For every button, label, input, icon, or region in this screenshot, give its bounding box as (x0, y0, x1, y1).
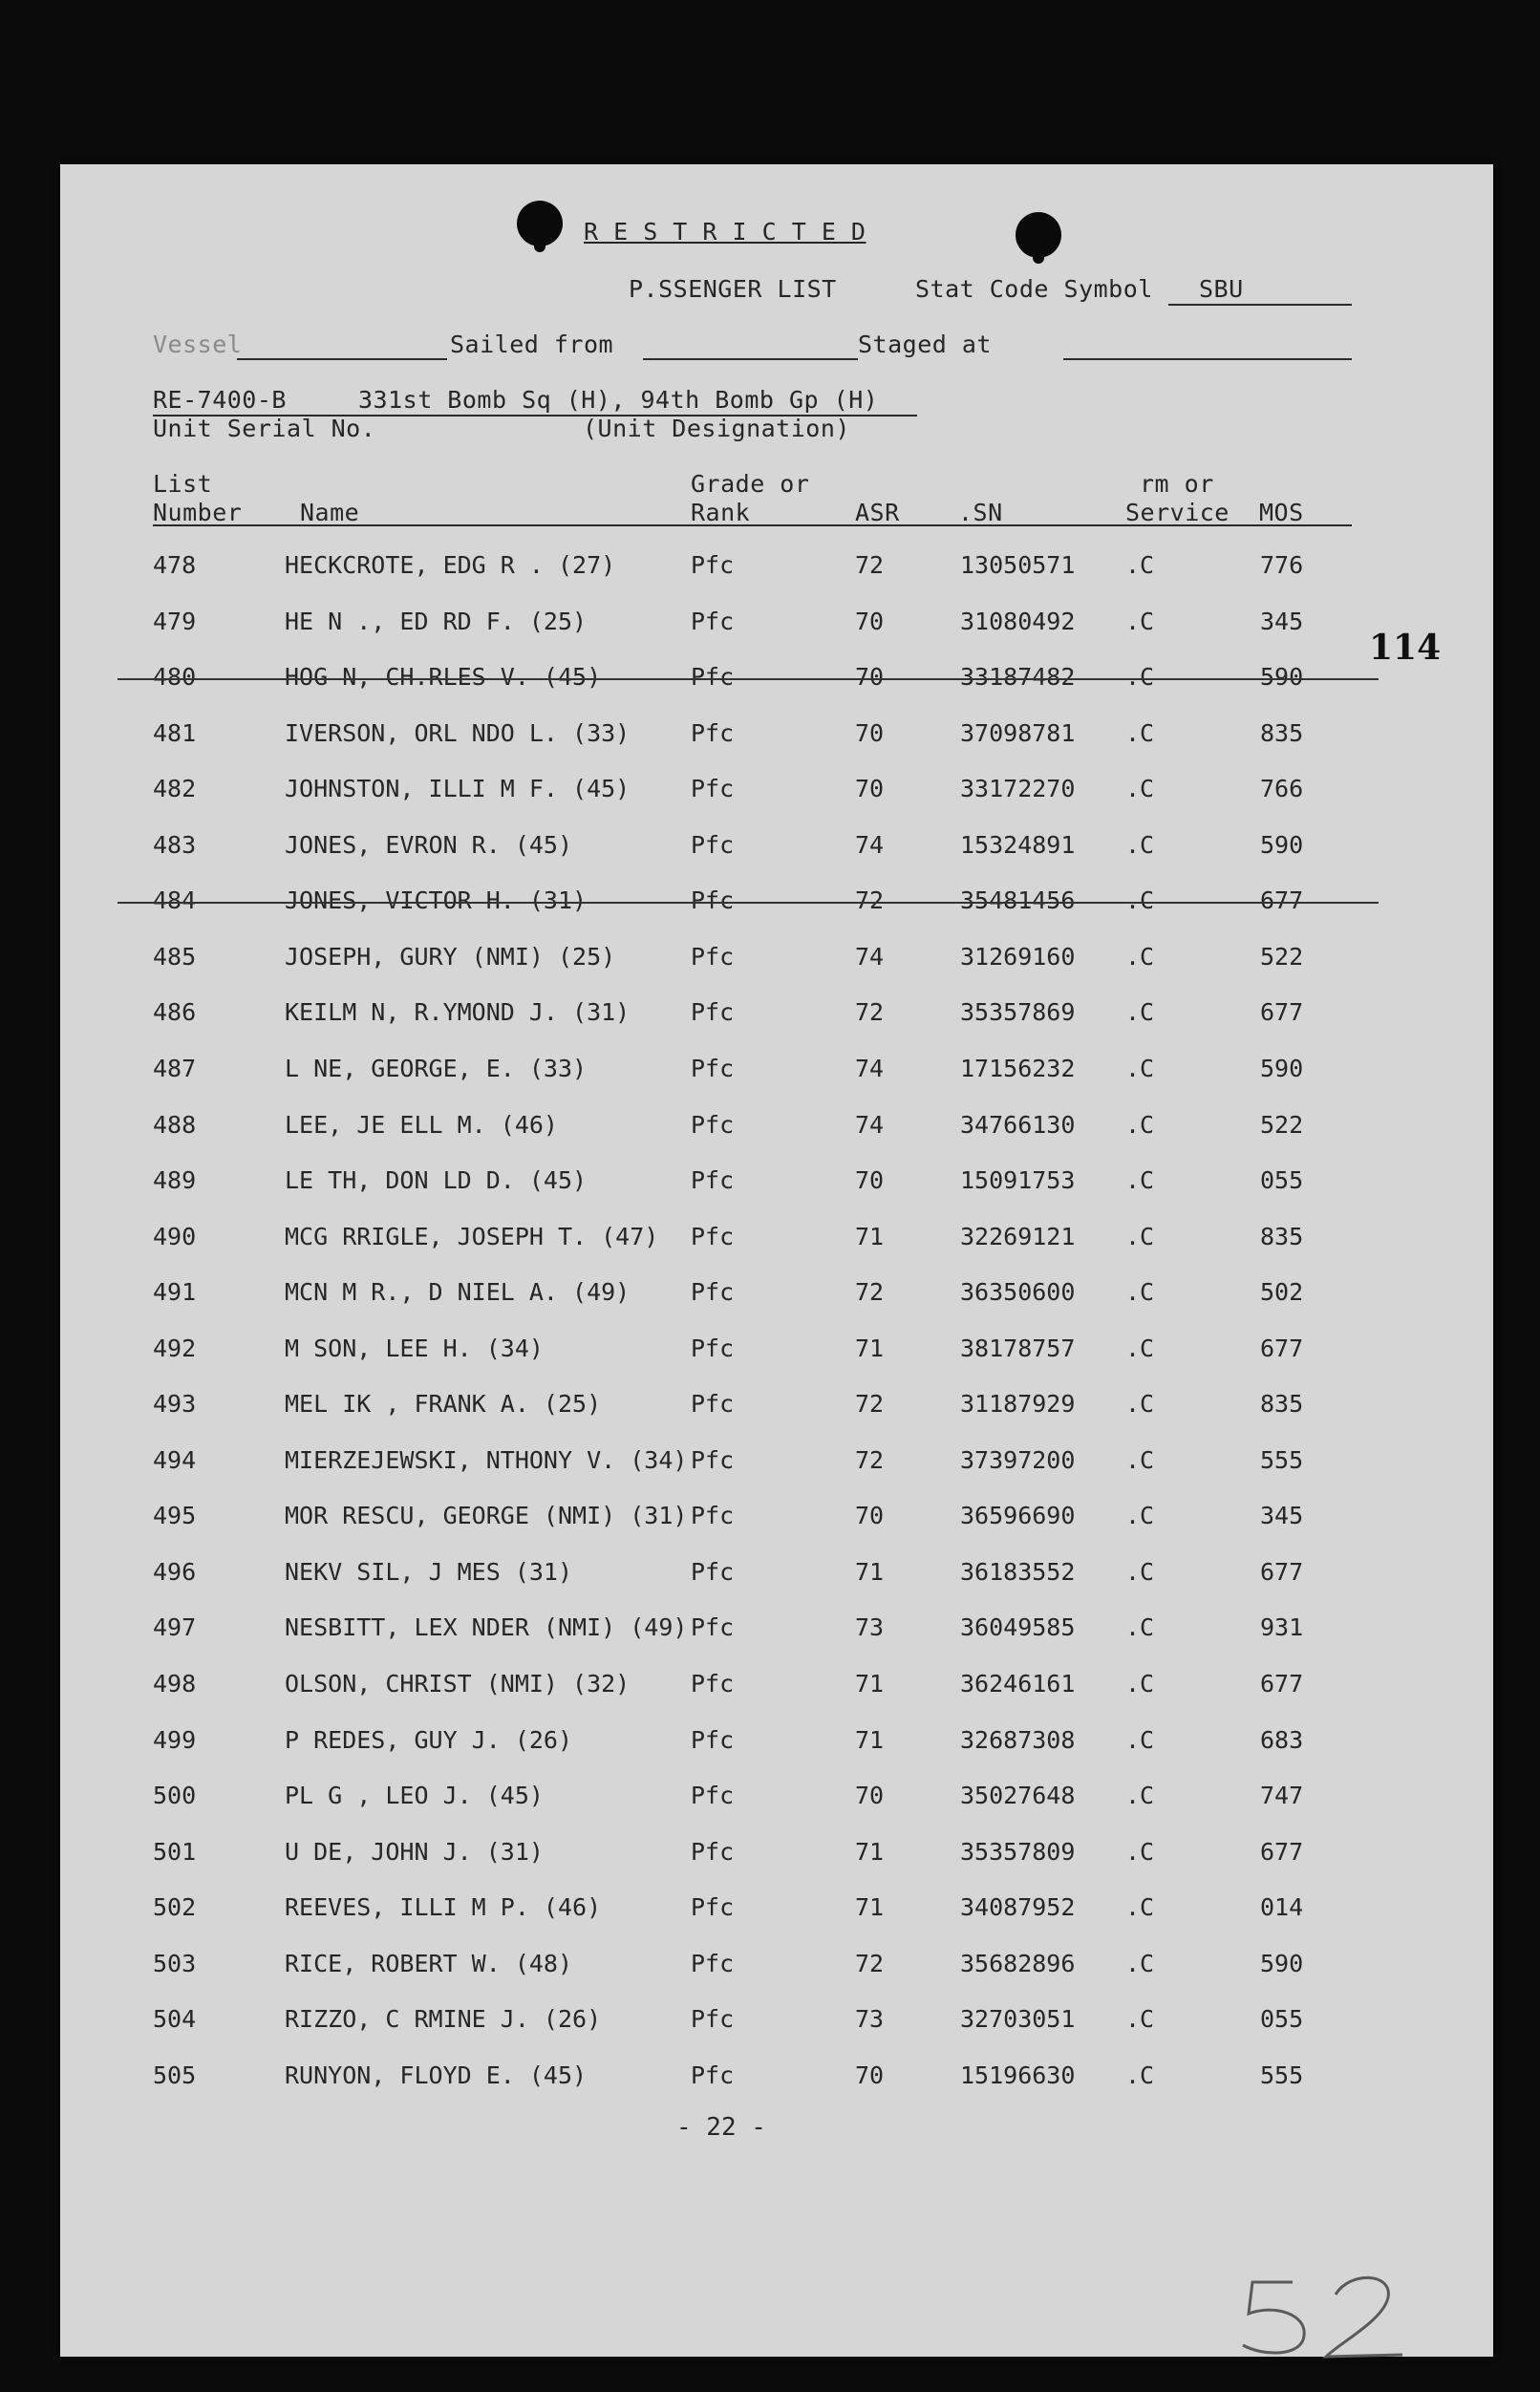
document-page (60, 164, 1493, 2357)
vessel-label: Vessel (153, 331, 243, 358)
cell-asn: 35027648 (960, 1782, 1076, 1810)
cell-asn: 35481456 (960, 886, 1076, 915)
cell-num: 497 (153, 1613, 197, 1642)
cell-mos: 683 (1260, 1725, 1304, 1754)
cell-asr: 70 (855, 1782, 885, 1810)
cell-arm: .C (1125, 1782, 1155, 1810)
cell-name: HE N ., ED RD F. (25) (285, 607, 588, 635)
cell-mos: 590 (1260, 830, 1304, 859)
table-row (60, 663, 1493, 701)
cell-rank: Pfc (691, 1222, 735, 1250)
cell-name: RUNYON, FLOYD E. (45) (285, 2061, 588, 2089)
cell-mos: 522 (1260, 1110, 1304, 1139)
cell-arm: .C (1125, 551, 1155, 579)
cell-mos: 931 (1260, 1613, 1304, 1642)
cell-name: IVERSON, ORL NDO L. (33) (285, 718, 631, 747)
cell-rank: Pfc (691, 1949, 735, 1977)
col-list-bottom: Number (153, 499, 243, 526)
col-arm-bottom: Service (1125, 499, 1230, 526)
cell-num: 487 (153, 1054, 197, 1082)
cell-asr: 74 (855, 942, 885, 971)
vessel-line (237, 358, 447, 360)
cell-name: M SON, LEE H. (34) (285, 1334, 544, 1362)
cell-asn: 32269121 (960, 1222, 1076, 1250)
cell-num: 488 (153, 1110, 197, 1139)
table-row (60, 775, 1493, 813)
cell-mos: 014 (1260, 1893, 1304, 1922)
cell-mos: 555 (1260, 1445, 1304, 1474)
cell-mos: 677 (1260, 1557, 1304, 1586)
cell-asn: 15324891 (960, 830, 1076, 859)
cell-name: MCG RRIGLE, JOSEPH T. (47) (285, 1222, 659, 1250)
table-row (60, 943, 1493, 981)
cell-arm: .C (1125, 1670, 1155, 1698)
cell-mos: 522 (1260, 942, 1304, 971)
table-row (60, 1613, 1493, 1652)
cell-name: JOHNSTON, ILLI M F. (45) (285, 775, 631, 803)
col-mos: MOS (1259, 499, 1304, 526)
cell-asn: 36246161 (960, 1670, 1076, 1698)
cell-num: 498 (153, 1670, 197, 1698)
cell-arm: .C (1125, 1613, 1155, 1642)
unit-designation-label: (Unit Designation) (583, 415, 850, 442)
cell-name: MCN M R., D NIEL A. (49) (285, 1278, 631, 1307)
cell-name: KEILM N, R.YMOND J. (31) (285, 998, 631, 1027)
sailed-from-line (643, 358, 858, 360)
cell-mos: 835 (1260, 1390, 1304, 1419)
cell-arm: .C (1125, 830, 1155, 859)
cell-arm: .C (1125, 1949, 1155, 1977)
cell-asr: 70 (855, 663, 885, 692)
cell-asr: 70 (855, 607, 885, 635)
cell-mos: 677 (1260, 1837, 1304, 1866)
table-row (60, 1726, 1493, 1764)
table-row (60, 886, 1493, 925)
cell-asn: 32687308 (960, 1725, 1076, 1754)
cell-num: 500 (153, 1782, 197, 1810)
cell-arm: .C (1125, 942, 1155, 971)
cell-name: U DE, JOHN J. (31) (285, 1837, 544, 1866)
cell-asr: 73 (855, 1613, 885, 1642)
cell-rank: Pfc (691, 1166, 735, 1195)
cell-arm: .C (1125, 1222, 1155, 1250)
cell-asr: 72 (855, 1949, 885, 1977)
cell-name: P REDES, GUY J. (26) (285, 1725, 573, 1754)
cell-rank: Pfc (691, 1278, 735, 1307)
cell-num: 496 (153, 1557, 197, 1586)
table-row (60, 1335, 1493, 1373)
cell-asr: 71 (855, 1837, 885, 1866)
cell-rank: Pfc (691, 2005, 735, 2034)
cell-arm: .C (1125, 1166, 1155, 1195)
cell-rank: Pfc (691, 1670, 735, 1698)
cell-num: 493 (153, 1390, 197, 1419)
cell-num: 504 (153, 2005, 197, 2034)
cell-num: 495 (153, 1502, 197, 1530)
cell-name: MEL IK , FRANK A. (25) (285, 1390, 602, 1419)
cell-num: 484 (153, 886, 197, 915)
cell-num: 490 (153, 1222, 197, 1250)
col-grade-bottom: Rank (691, 499, 751, 526)
cell-mos: 502 (1260, 1278, 1304, 1307)
cell-rank: Pfc (691, 886, 735, 915)
cell-rank: Pfc (691, 1557, 735, 1586)
cell-name: L NE, GEORGE, E. (33) (285, 1054, 588, 1082)
cell-name: MOR RESCU, GEORGE (NMI) (31) (285, 1502, 688, 1530)
cell-name: REEVES, ILLI M P. (46) (285, 1893, 602, 1922)
table-row (60, 1893, 1493, 1932)
table-row (60, 608, 1493, 646)
table-row (60, 1278, 1493, 1316)
cell-mos: 590 (1260, 1949, 1304, 1977)
cell-name: HECKCROTE, EDG R . (27) (285, 551, 616, 579)
cell-arm: .C (1125, 2005, 1155, 2034)
col-name: Name (300, 499, 360, 526)
cell-asr: 73 (855, 2005, 885, 2034)
cell-rank: Pfc (691, 942, 735, 971)
cell-mos: 677 (1260, 886, 1304, 915)
cell-rank: Pfc (691, 1782, 735, 1810)
cell-asn: 38178757 (960, 1334, 1076, 1362)
cell-asn: 35357809 (960, 1837, 1076, 1866)
cell-name: PL G , LEO J. (45) (285, 1782, 544, 1810)
punch-hole-left (517, 201, 563, 246)
cell-asn: 37397200 (960, 1445, 1076, 1474)
cell-asn: 35682896 (960, 1949, 1076, 1977)
cell-mos: 835 (1260, 1222, 1304, 1250)
cell-name: LE TH, DON LD D. (45) (285, 1166, 588, 1195)
cell-arm: .C (1125, 607, 1155, 635)
cell-rank: Pfc (691, 1613, 735, 1642)
cell-name: MIERZEJEWSKI, NTHONY V. (34) (285, 1445, 688, 1474)
cell-asr: 71 (855, 1670, 885, 1698)
cell-num: 485 (153, 942, 197, 971)
passenger-list-title: P.SSENGER LIST (629, 275, 837, 303)
cell-asn: 13050571 (960, 551, 1076, 579)
cell-asr: 70 (855, 1166, 885, 1195)
cell-asn: 34087952 (960, 1893, 1076, 1922)
cell-mos: 055 (1260, 1166, 1304, 1195)
header-rule (153, 524, 1352, 526)
cell-name: OLSON, CHRIST (NMI) (32) (285, 1670, 631, 1698)
cell-num: 481 (153, 718, 197, 747)
cell-mos: 776 (1260, 551, 1304, 579)
table-row (60, 1558, 1493, 1596)
cell-asr: 72 (855, 1390, 885, 1419)
col-arm-top: rm or (1140, 470, 1214, 498)
cell-arm: .C (1125, 1557, 1155, 1586)
cell-asn: 31269160 (960, 942, 1076, 971)
cell-name: JONES, VICTOR H. (31) (285, 886, 588, 915)
cell-arm: .C (1125, 718, 1155, 747)
cell-num: 486 (153, 998, 197, 1027)
cell-asn: 37098781 (960, 718, 1076, 747)
cell-asr: 70 (855, 718, 885, 747)
cell-mos: 590 (1260, 663, 1304, 692)
cell-rank: Pfc (691, 551, 735, 579)
cell-mos: 747 (1260, 1782, 1304, 1810)
cell-num: 494 (153, 1445, 197, 1474)
cell-asr: 71 (855, 1893, 885, 1922)
cell-asr: 71 (855, 1557, 885, 1586)
cell-rank: Pfc (691, 663, 735, 692)
table-row (60, 551, 1493, 589)
cell-asr: 70 (855, 1502, 885, 1530)
cell-num: 482 (153, 775, 197, 803)
restricted-heading: R E S T R I C T E D (584, 218, 866, 246)
cell-rank: Pfc (691, 1725, 735, 1754)
cell-asn: 35357869 (960, 998, 1076, 1027)
cell-num: 478 (153, 551, 197, 579)
unit-designation: 331st Bomb Sq (H), 94th Bomb Gp (H) (358, 386, 879, 414)
cell-arm: .C (1125, 886, 1155, 915)
cell-name: NESBITT, LEX NDER (NMI) (49) (285, 1613, 688, 1642)
cell-mos: 677 (1260, 1334, 1304, 1362)
table-row (60, 1782, 1493, 1820)
stat-code-value: SBU (1199, 275, 1244, 303)
cell-asr: 71 (855, 1222, 885, 1250)
cell-asn: 33172270 (960, 775, 1076, 803)
cell-asn: 15196630 (960, 2061, 1076, 2089)
cell-rank: Pfc (691, 1054, 735, 1082)
cell-rank: Pfc (691, 775, 735, 803)
cell-asr: 72 (855, 886, 885, 915)
col-list-top: List (153, 470, 213, 498)
cell-asr: 74 (855, 1054, 885, 1082)
cell-name: RICE, ROBERT W. (48) (285, 1949, 573, 1977)
unit-serial-label: Unit Serial No. (153, 415, 376, 442)
cell-mos: 835 (1260, 718, 1304, 747)
cell-name: RIZZO, C RMINE J. (26) (285, 2005, 602, 2034)
table-row (60, 719, 1493, 758)
table-row (60, 831, 1493, 869)
cell-rank: Pfc (691, 1502, 735, 1530)
cell-mos: 677 (1260, 1670, 1304, 1698)
cell-arm: .C (1125, 1502, 1155, 1530)
cell-rank: Pfc (691, 1893, 735, 1922)
cell-arm: .C (1125, 1390, 1155, 1419)
sailed-from-label: Sailed from (450, 331, 614, 358)
cell-arm: .C (1125, 663, 1155, 692)
cell-asr: 74 (855, 1110, 885, 1139)
cell-mos: 677 (1260, 998, 1304, 1027)
page-number: - 22 - (676, 2113, 766, 2142)
cell-asn: 31187929 (960, 1390, 1076, 1419)
cell-arm: .C (1125, 1837, 1155, 1866)
cell-mos: 345 (1260, 607, 1304, 635)
cell-num: 483 (153, 830, 197, 859)
cell-asn: 31080492 (960, 607, 1076, 635)
stat-code-line (1168, 304, 1352, 306)
cell-asr: 71 (855, 1334, 885, 1362)
cell-num: 503 (153, 1949, 197, 1977)
cell-mos: 555 (1260, 2061, 1304, 2089)
cell-num: 505 (153, 2061, 197, 2089)
cell-asn: 17156232 (960, 1054, 1076, 1082)
table-row (60, 1446, 1493, 1484)
cell-rank: Pfc (691, 607, 735, 635)
cell-name: NEKV SIL, J MES (31) (285, 1557, 573, 1586)
cell-mos: 345 (1260, 1502, 1304, 1530)
cell-rank: Pfc (691, 1110, 735, 1139)
cell-arm: .C (1125, 998, 1155, 1027)
cell-rank: Pfc (691, 718, 735, 747)
cell-asr: 72 (855, 1445, 885, 1474)
cell-arm: .C (1125, 1278, 1155, 1307)
cell-asn: 36049585 (960, 1613, 1076, 1642)
cell-asr: 72 (855, 998, 885, 1027)
cell-arm: .C (1125, 1893, 1155, 1922)
cell-num: 479 (153, 607, 197, 635)
table-row (60, 1055, 1493, 1093)
cell-asr: 74 (855, 830, 885, 859)
col-asn: .SN (958, 499, 1003, 526)
cell-num: 501 (153, 1837, 197, 1866)
cell-num: 489 (153, 1166, 197, 1195)
cell-asn: 15091753 (960, 1166, 1076, 1195)
cell-arm: .C (1125, 1445, 1155, 1474)
table-row (60, 1111, 1493, 1149)
cell-asn: 34766130 (960, 1110, 1076, 1139)
stamped-number: 114 (1369, 628, 1442, 668)
stat-code-label: Stat Code Symbol (915, 275, 1153, 303)
cell-name: HOG N, CH.RLES V. (45) (285, 663, 602, 692)
cell-arm: .C (1125, 1054, 1155, 1082)
cell-rank: Pfc (691, 1445, 735, 1474)
cell-asn: 36350600 (960, 1278, 1076, 1307)
table-row (60, 2061, 1493, 2100)
table-row (60, 1166, 1493, 1205)
cell-asn: 36596690 (960, 1502, 1076, 1530)
cell-asr: 70 (855, 775, 885, 803)
cell-arm: .C (1125, 1725, 1155, 1754)
unit-serial-number: RE-7400-B (153, 386, 287, 414)
cell-asr: 70 (855, 2061, 885, 2089)
cell-num: 502 (153, 1893, 197, 1922)
cell-arm: .C (1125, 2061, 1155, 2089)
cell-rank: Pfc (691, 1837, 735, 1866)
cell-name: JONES, EVRON R. (45) (285, 830, 573, 859)
table-row (60, 2005, 1493, 2043)
cell-rank: Pfc (691, 1390, 735, 1419)
table-row (60, 1223, 1493, 1261)
cell-asr: 72 (855, 1278, 885, 1307)
cell-asr: 72 (855, 551, 885, 579)
cell-name: JOSEPH, GURY (NMI) (25) (285, 942, 616, 971)
handwritten-number (1235, 2261, 1484, 2366)
cell-arm: .C (1125, 775, 1155, 803)
cell-num: 491 (153, 1278, 197, 1307)
cell-rank: Pfc (691, 2061, 735, 2089)
cell-rank: Pfc (691, 1334, 735, 1362)
cell-rank: Pfc (691, 830, 735, 859)
table-row (60, 1950, 1493, 1988)
strikethrough-line (118, 902, 1379, 904)
cell-rank: Pfc (691, 998, 735, 1027)
staged-at-line (1063, 358, 1352, 360)
col-grade-top: Grade or (691, 470, 810, 498)
cell-num: 499 (153, 1725, 197, 1754)
cell-name: LEE, JE ELL M. (46) (285, 1110, 558, 1139)
cell-mos: 766 (1260, 775, 1304, 803)
cell-asn: 33187482 (960, 663, 1076, 692)
cell-arm: .C (1125, 1110, 1155, 1139)
cell-asn: 36183552 (960, 1557, 1076, 1586)
cell-num: 480 (153, 663, 197, 692)
cell-num: 492 (153, 1334, 197, 1362)
cell-asn: 32703051 (960, 2005, 1076, 2034)
strikethrough-line (118, 678, 1379, 680)
table-row (60, 998, 1493, 1036)
table-row (60, 1390, 1493, 1428)
cell-asr: 71 (855, 1725, 885, 1754)
col-asr: ASR (855, 499, 900, 526)
cell-mos: 590 (1260, 1054, 1304, 1082)
cell-arm: .C (1125, 1334, 1155, 1362)
table-row (60, 1838, 1493, 1876)
punch-hole-right (1016, 212, 1061, 258)
table-row (60, 1670, 1493, 1708)
staged-at-label: Staged at (858, 331, 992, 358)
cell-mos: 055 (1260, 2005, 1304, 2034)
table-row (60, 1502, 1493, 1540)
